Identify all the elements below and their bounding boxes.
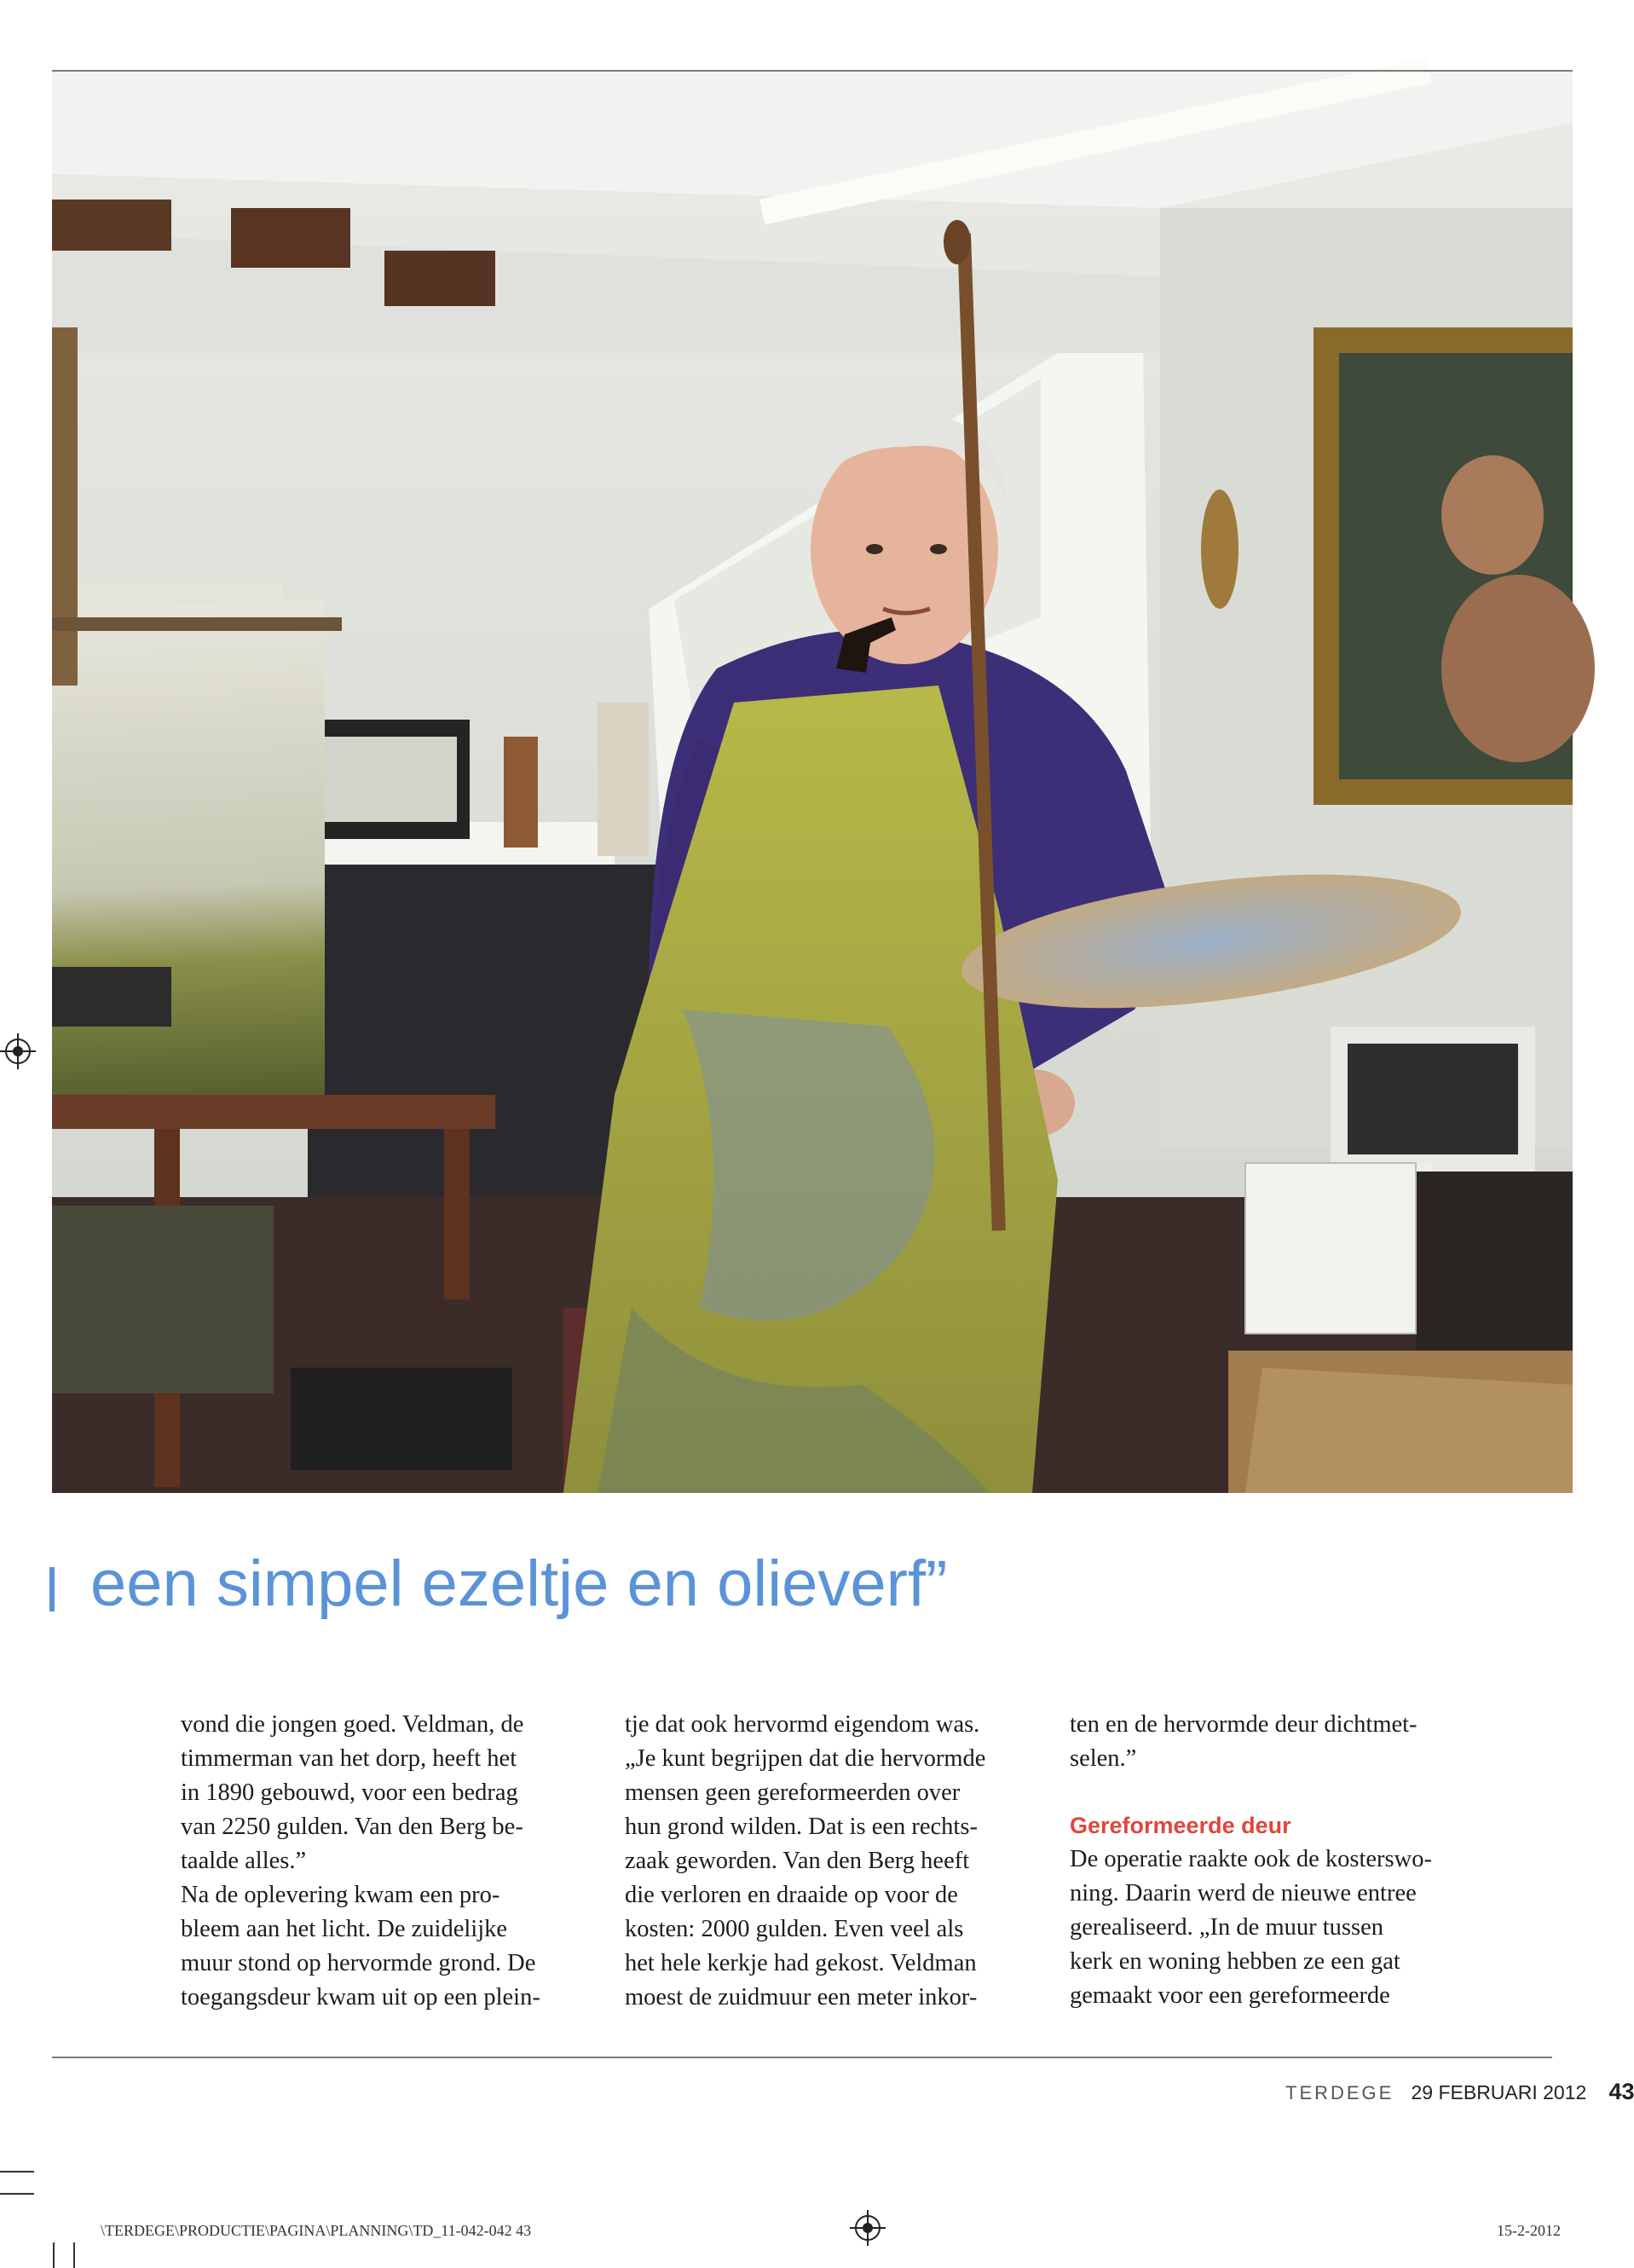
text-line: vond die jongen goed. Veldman, de [181,1711,524,1738]
text-line: gemaakt voor een gereformeerde [1070,1982,1390,2009]
text-line: Na de oplevering kwam een pro- [181,1882,500,1908]
print-slug-path: \TERDEGE\PRODUCTIE\PAGINA\PLANNING\TD_11-042-042 43 [101,2222,532,2239]
print-slug-date: 15-2-2012 [1497,2222,1561,2239]
headline-continuation-mark [49,1567,55,1611]
article-column-1 [181,1708,581,2015]
text-line: toegangsdeur kwam uit op een plein- [181,1984,540,2011]
text-line: De operatie raakte ook de kosterswo- [1070,1846,1432,1872]
text-line: tje dat ook hervormd eigendom was. [625,1711,980,1738]
text-line: van 2250 gulden. Van den Berg be- [181,1814,523,1840]
text-line: zaak geworden. Van den Berg heeft [625,1848,970,1874]
text-line: het hele kerkje had gekost. Veldman [625,1950,977,1976]
text-line: die verloren en draaide op voor de [625,1882,958,1908]
text-line: selen.” [1070,1745,1137,1772]
magazine-name: TERDEGE [1285,2082,1394,2103]
page-border-top [52,70,1573,72]
registration-mark-icon [855,2215,881,2241]
text-line: timmerman van het dorp, heeft het [181,1745,517,1772]
text-line: kerk en woning hebben ze een gat [1070,1948,1400,1975]
section-subhead: Gereformeerde deur [1070,1813,1291,1838]
feature-photo [52,72,1573,1493]
text-line: hun grond wilden. Dat is een rechts- [625,1814,978,1840]
text-line: ten en de hervormde deur dichtmet- [1070,1711,1417,1738]
crop-mark [0,2193,34,2195]
page-footer [1285,2079,1634,2105]
headline: een simpel ezeltje en olieverf” [90,1548,948,1620]
painter-in-studio-photo [52,72,1573,1493]
text-line: muur stond op hervormde grond. De [181,1950,536,1976]
page-border-bottom [52,2057,1552,2058]
crop-mark [73,2242,75,2268]
text-line: taalde alles.” [181,1848,307,1874]
registration-mark-icon [5,1039,31,1064]
text-line: ning. Daarin werd de nieuwe entree [1070,1880,1417,1906]
text-line: kosten: 2000 gulden. Even veel als [625,1916,964,1942]
article-column-3 [1070,1708,1496,2013]
text-line: moest de zuidmuur een meter inkor- [625,1984,978,2011]
article-column-2 [625,1708,1034,2015]
text-line: „Je kunt begrijpen dat die hervormde [625,1745,986,1772]
issue-date: 29 FEBRUARI 2012 [1411,2081,1587,2103]
text-line: in 1890 gebouwd, voor een bedrag [181,1779,518,1806]
page-number: 43 [1608,2079,1634,2104]
crop-mark [0,2171,34,2173]
text-line: mensen geen gereformeerden over [625,1779,961,1806]
text-line: bleem aan het licht. De zuidelijke [181,1916,508,1942]
text-line: gerealiseerd. „In de muur tussen [1070,1914,1383,1941]
crop-mark [53,2242,55,2268]
